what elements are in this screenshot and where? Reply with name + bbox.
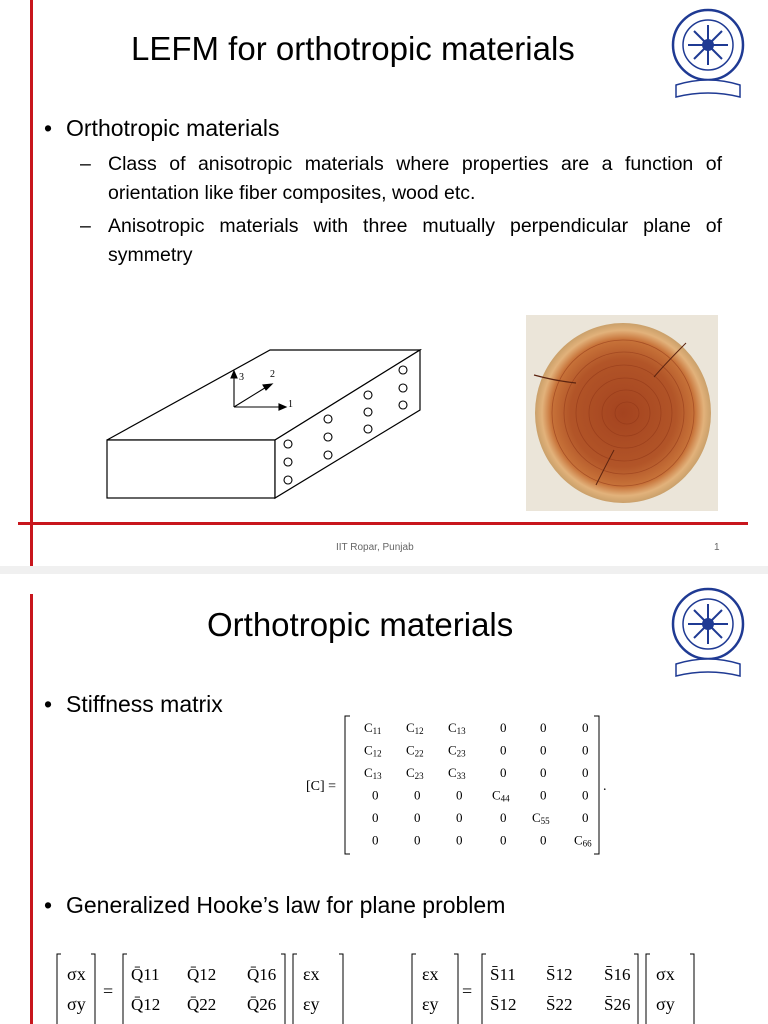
- lhs-eps-y: εy: [422, 994, 439, 1014]
- red-horizontal-rule: [18, 522, 748, 525]
- subbullet-1: [80, 150, 722, 208]
- rhs-sigma-y: σy: [656, 994, 675, 1014]
- rhs-sigma-x: σx: [656, 964, 675, 984]
- matrix-period: .: [603, 779, 607, 794]
- matrix-cell: 0: [500, 720, 507, 735]
- axis-label-2: 2: [270, 369, 275, 380]
- matrix-cell: 0: [372, 810, 379, 825]
- matrix-cell: C13: [364, 765, 382, 781]
- bullet-orthotropic-materials: [44, 115, 279, 142]
- wood-cross-section-image: [526, 315, 718, 511]
- matrix-cell: C13: [448, 720, 466, 736]
- matrix-cell: C44: [492, 787, 510, 804]
- hooke-law-stiffness-form: [55, 952, 355, 1024]
- dash-marker: –: [80, 153, 91, 175]
- s12: S̄12: [546, 965, 573, 984]
- lhs-sigma-x: σx: [67, 964, 86, 984]
- matrix-cell: 0: [414, 810, 421, 825]
- rhs-eps-y: εy: [303, 994, 320, 1014]
- q11: Q̄11: [131, 965, 160, 984]
- red-vertical-rule: [30, 0, 33, 568]
- q12: Q̄12: [187, 965, 217, 984]
- q22: Q̄22: [187, 995, 217, 1014]
- axis-label-1: 1: [288, 399, 293, 410]
- bullet-dot: •: [44, 892, 53, 918]
- s12-row2: S̄12: [490, 995, 517, 1014]
- slide-2: [0, 574, 768, 1024]
- matrix-cell: C33: [448, 765, 466, 781]
- matrix-cell: 0: [500, 765, 507, 780]
- slide-title: Orthotropic materials: [207, 606, 514, 643]
- bullet-text: Generalized Hooke’s law for plane problem: [66, 892, 506, 918]
- matrix-cell: 0: [582, 810, 589, 825]
- bullet-hookes-law: [44, 892, 505, 919]
- subbullet-text: Class of anisotropic materials where properties are a function of orientation like fiber composites, wood etc.: [108, 153, 722, 204]
- dash-marker: –: [80, 215, 91, 237]
- matrix-cell: 0: [456, 787, 463, 803]
- bullet-dot: •: [44, 115, 53, 141]
- footer-center: IIT Ropar, Punjab: [336, 542, 414, 553]
- hooke-law-compliance-form: [410, 952, 700, 1024]
- matrix-cell: 0: [582, 787, 589, 803]
- matrix-cell: 0: [540, 742, 547, 758]
- matrix-cell: C11: [364, 720, 382, 736]
- lhs-eps-x: εx: [422, 964, 439, 984]
- iit-ropar-logo: [670, 5, 746, 101]
- matrix-cell: C66: [574, 832, 592, 849]
- rhs-eps-x: εx: [303, 964, 320, 984]
- matrix-cell: 0: [582, 720, 589, 735]
- slide-title: LEFM for orthotropic materials: [131, 30, 575, 67]
- orthotropic-block-diagram: [100, 340, 430, 505]
- q12-row2: Q̄12: [131, 995, 161, 1014]
- matrix-cell: C12: [364, 742, 382, 759]
- matrix-cell: C23: [448, 742, 466, 759]
- matrix-cell: 0: [456, 810, 463, 825]
- subbullet-text: Anisotropic materials with three mutually perpendicular plane of symmetry: [108, 215, 722, 266]
- matrix-cell: 0: [414, 832, 421, 848]
- axis-label-3: 3: [239, 372, 244, 383]
- matrix-label: [C] =: [306, 779, 337, 794]
- bullet-text: Stiffness matrix: [66, 691, 223, 717]
- red-vertical-rule: [30, 594, 33, 1024]
- matrix-cell: 0: [500, 832, 507, 848]
- matrix-cell: C55: [532, 810, 550, 826]
- equals-sign: =: [462, 981, 473, 1001]
- matrix-cell: 0: [456, 832, 463, 848]
- q16: Q̄16: [247, 965, 277, 984]
- matrix-cell: 0: [582, 765, 589, 780]
- matrix-cell: 0: [414, 787, 421, 803]
- s11: S̄11: [490, 965, 516, 984]
- matrix-cell: 0: [540, 720, 547, 735]
- s16: S̄16: [604, 965, 631, 984]
- bullet-stiffness-matrix: [44, 691, 223, 718]
- matrix-cell: 0: [500, 742, 507, 758]
- subbullet-2: [80, 212, 722, 270]
- matrix-cell: 0: [500, 810, 507, 825]
- matrix-cell: 0: [582, 742, 589, 758]
- q26: Q̄26: [247, 995, 277, 1014]
- matrix-cell: 0: [540, 765, 547, 780]
- equals-sign: =: [103, 981, 114, 1001]
- matrix-cell: 0: [372, 787, 379, 803]
- matrix-cell: 0: [540, 832, 547, 848]
- matrix-cell: 0: [540, 787, 547, 803]
- stiffness-matrix: [306, 714, 618, 856]
- s26: S̄26: [604, 995, 631, 1014]
- iit-ropar-logo: [670, 584, 746, 680]
- s22: S̄22: [546, 995, 573, 1014]
- matrix-cell: C23: [406, 765, 424, 781]
- matrix-cell: C22: [406, 742, 424, 759]
- bullet-dot: •: [44, 691, 53, 717]
- matrix-cell: C12: [406, 720, 424, 736]
- lhs-sigma-y: σy: [67, 994, 86, 1014]
- matrix-cell: 0: [372, 832, 379, 848]
- bullet-text: Orthotropic materials: [66, 115, 280, 141]
- page-number: 1: [714, 542, 720, 553]
